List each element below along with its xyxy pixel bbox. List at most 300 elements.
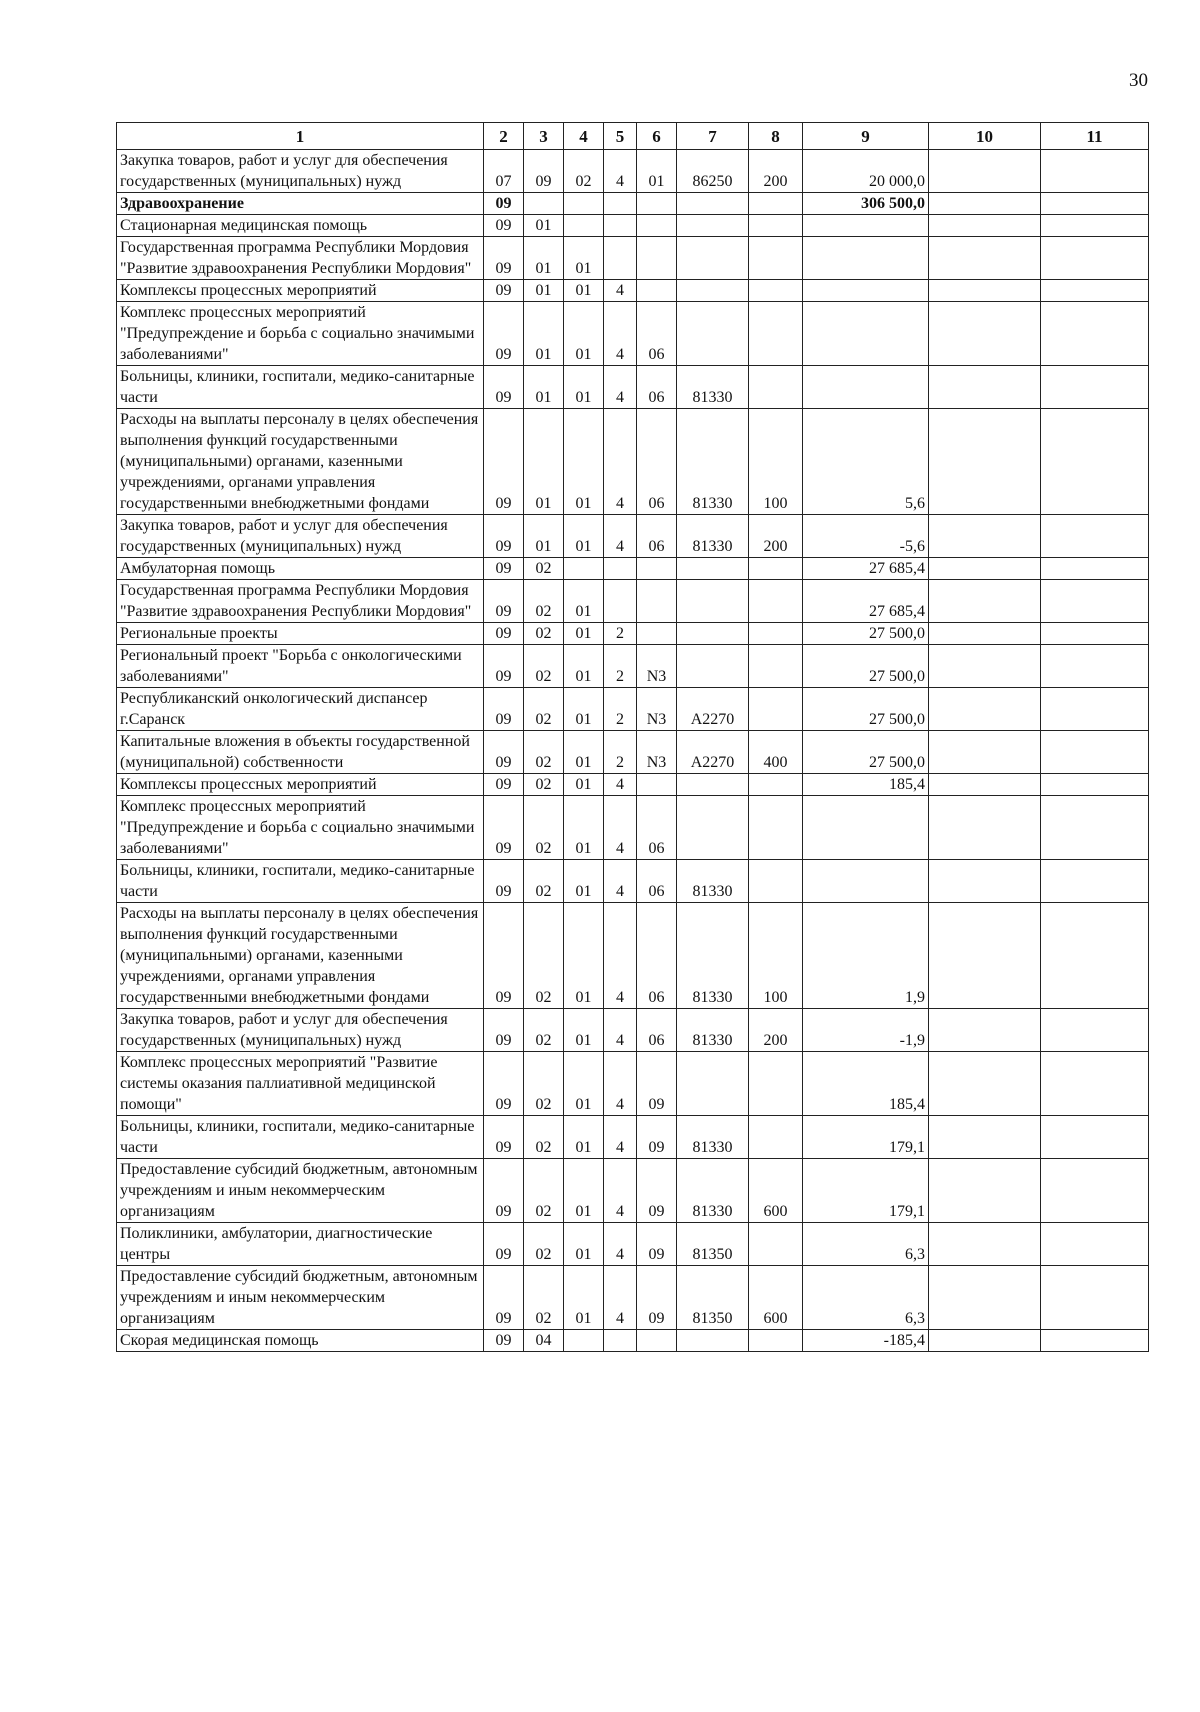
cell-col-10: [929, 1009, 1041, 1052]
cell-col-9: 27 685,4: [803, 558, 929, 580]
cell-col-6: 06: [637, 409, 677, 515]
cell-col-11: [1041, 1266, 1149, 1330]
row-name: Республиканский онкологический диспансер г.Саранск: [117, 688, 484, 731]
cell-col-5: 4: [604, 796, 637, 860]
cell-col-6: [637, 774, 677, 796]
cell-col-2: 09: [484, 645, 524, 688]
table-row: [117, 302, 1149, 366]
cell-col-4: 01: [564, 645, 604, 688]
table-row: [117, 409, 1149, 515]
table-row: [117, 215, 1149, 237]
row-name: Закупка товаров, работ и услуг для обеспечения государственных (муниципальных) нужд: [117, 515, 484, 558]
cell-col-5: 4: [604, 903, 637, 1009]
cell-col-6: [637, 237, 677, 280]
cell-col-2: 09: [484, 237, 524, 280]
cell-col-4: [564, 215, 604, 237]
cell-col-10: [929, 903, 1041, 1009]
cell-col-7: 81350: [677, 1223, 749, 1266]
table-row: [117, 150, 1149, 193]
cell-col-7: 81350: [677, 1266, 749, 1330]
cell-col-8: 600: [749, 1266, 803, 1330]
cell-col-8: [749, 302, 803, 366]
cell-col-4: 01: [564, 774, 604, 796]
cell-col-3: [524, 193, 564, 215]
cell-col-8: [749, 280, 803, 302]
cell-col-7: [677, 193, 749, 215]
cell-col-11: [1041, 774, 1149, 796]
cell-col-10: [929, 1116, 1041, 1159]
cell-col-3: 02: [524, 774, 564, 796]
cell-col-9: 185,4: [803, 1052, 929, 1116]
cell-col-8: [749, 774, 803, 796]
cell-col-9: [803, 796, 929, 860]
cell-col-9: [803, 366, 929, 409]
row-name: Закупка товаров, работ и услуг для обеспечения государственных (муниципальных) нужд: [117, 150, 484, 193]
cell-col-4: 01: [564, 1223, 604, 1266]
table-row: [117, 193, 1149, 215]
cell-col-5: 2: [604, 623, 637, 645]
row-name: Государственная программа Республики Мордовия "Развитие здравоохранения Республики Мордовия": [117, 580, 484, 623]
cell-col-8: 200: [749, 150, 803, 193]
cell-col-4: [564, 558, 604, 580]
cell-col-3: 01: [524, 515, 564, 558]
cell-col-10: [929, 302, 1041, 366]
cell-col-6: 09: [637, 1116, 677, 1159]
cell-col-11: [1041, 150, 1149, 193]
cell-col-7: [677, 580, 749, 623]
cell-col-4: [564, 1330, 604, 1352]
cell-col-10: [929, 558, 1041, 580]
row-name: Больницы, клиники, госпитали, медико-санитарные части: [117, 366, 484, 409]
cell-col-8: 100: [749, 903, 803, 1009]
page-number: 30: [1129, 70, 1148, 91]
cell-col-5: 4: [604, 150, 637, 193]
cell-col-4: 01: [564, 903, 604, 1009]
cell-col-6: 09: [637, 1223, 677, 1266]
row-name: Амбулаторная помощь: [117, 558, 484, 580]
cell-col-2: 09: [484, 1266, 524, 1330]
cell-col-2: 09: [484, 1009, 524, 1052]
cell-col-6: [637, 215, 677, 237]
cell-col-6: 06: [637, 366, 677, 409]
cell-col-8: [749, 193, 803, 215]
table-row: [117, 280, 1149, 302]
cell-col-4: 01: [564, 237, 604, 280]
cell-col-5: 2: [604, 645, 637, 688]
cell-col-4: 02: [564, 150, 604, 193]
cell-col-10: [929, 796, 1041, 860]
cell-col-10: [929, 515, 1041, 558]
cell-col-5: 4: [604, 1116, 637, 1159]
cell-col-6: [637, 623, 677, 645]
cell-col-10: [929, 237, 1041, 280]
cell-col-3: 02: [524, 645, 564, 688]
cell-col-4: 01: [564, 1052, 604, 1116]
cell-col-11: [1041, 796, 1149, 860]
table-row: [117, 237, 1149, 280]
cell-col-9: 27 500,0: [803, 688, 929, 731]
cell-col-11: [1041, 623, 1149, 645]
column-header-1: 1: [117, 123, 484, 150]
cell-col-6: 06: [637, 796, 677, 860]
cell-col-6: [637, 580, 677, 623]
cell-col-4: 01: [564, 1009, 604, 1052]
cell-col-6: N3: [637, 688, 677, 731]
column-header-11: 11: [1041, 123, 1149, 150]
cell-col-6: 09: [637, 1052, 677, 1116]
cell-col-2: 09: [484, 558, 524, 580]
cell-col-2: 09: [484, 860, 524, 903]
column-header-6: 6: [637, 123, 677, 150]
cell-col-3: 02: [524, 1052, 564, 1116]
cell-col-4: 01: [564, 409, 604, 515]
row-name: Региональный проект "Борьба с онкологическими заболеваниями": [117, 645, 484, 688]
cell-col-9: 27 500,0: [803, 645, 929, 688]
cell-col-11: [1041, 1330, 1149, 1352]
cell-col-10: [929, 1330, 1041, 1352]
header-row: [117, 123, 1149, 150]
cell-col-6: 06: [637, 860, 677, 903]
budget-table: [116, 122, 1149, 1352]
cell-col-3: 02: [524, 1159, 564, 1223]
cell-col-5: 4: [604, 1223, 637, 1266]
cell-col-10: [929, 1159, 1041, 1223]
column-header-2: 2: [484, 123, 524, 150]
cell-col-10: [929, 580, 1041, 623]
cell-col-9: 6,3: [803, 1266, 929, 1330]
cell-col-9: 27 685,4: [803, 580, 929, 623]
cell-col-10: [929, 409, 1041, 515]
cell-col-5: 4: [604, 302, 637, 366]
cell-col-10: [929, 1266, 1041, 1330]
cell-col-11: [1041, 1116, 1149, 1159]
row-name: Расходы на выплаты персоналу в целях обеспечения выполнения функций государственными (муниципальными) органами, казенными учреждениями, органами управления государственными внебюджетными фондами: [117, 903, 484, 1009]
cell-col-5: 4: [604, 280, 637, 302]
cell-col-9: 1,9: [803, 903, 929, 1009]
cell-col-5: 4: [604, 774, 637, 796]
cell-col-2: 09: [484, 774, 524, 796]
cell-col-10: [929, 150, 1041, 193]
table-row: [117, 1159, 1149, 1223]
cell-col-3: 02: [524, 580, 564, 623]
row-name: Комплекс процессных мероприятий "Развитие системы оказания паллиативной медицинской помощи": [117, 1052, 484, 1116]
cell-col-6: 06: [637, 903, 677, 1009]
row-name: Капитальные вложения в объекты государственной (муниципальной) собственности: [117, 731, 484, 774]
cell-col-11: [1041, 280, 1149, 302]
cell-col-2: 09: [484, 623, 524, 645]
row-name: Больницы, клиники, госпитали, медико-санитарные части: [117, 860, 484, 903]
cell-col-4: 01: [564, 1116, 604, 1159]
cell-col-11: [1041, 731, 1149, 774]
cell-col-7: A2270: [677, 731, 749, 774]
column-header-9: 9: [803, 123, 929, 150]
cell-col-4: 01: [564, 302, 604, 366]
cell-col-8: 200: [749, 515, 803, 558]
cell-col-8: [749, 580, 803, 623]
cell-col-3: 02: [524, 623, 564, 645]
cell-col-4: 01: [564, 731, 604, 774]
row-name: Здравоохранение: [117, 193, 484, 215]
cell-col-11: [1041, 1223, 1149, 1266]
cell-col-5: 4: [604, 366, 637, 409]
row-name: Больницы, клиники, госпитали, медико-санитарные части: [117, 1116, 484, 1159]
cell-col-3: 01: [524, 302, 564, 366]
cell-col-3: 02: [524, 1223, 564, 1266]
cell-col-8: [749, 860, 803, 903]
cell-col-3: 02: [524, 558, 564, 580]
cell-col-5: 4: [604, 1009, 637, 1052]
cell-col-6: 06: [637, 1009, 677, 1052]
cell-col-9: [803, 280, 929, 302]
cell-col-3: 02: [524, 1266, 564, 1330]
table-row: [117, 1223, 1149, 1266]
cell-col-2: 09: [484, 1223, 524, 1266]
cell-col-7: [677, 302, 749, 366]
row-name: Предоставление субсидий бюджетным, автономным учреждениям и иным некоммерческим организациям: [117, 1159, 484, 1223]
cell-col-4: [564, 193, 604, 215]
cell-col-9: 179,1: [803, 1159, 929, 1223]
row-name: Стационарная медицинская помощь: [117, 215, 484, 237]
cell-col-2: 09: [484, 1116, 524, 1159]
cell-col-5: 4: [604, 1266, 637, 1330]
cell-col-8: [749, 237, 803, 280]
cell-col-9: [803, 302, 929, 366]
cell-col-10: [929, 688, 1041, 731]
cell-col-5: 2: [604, 731, 637, 774]
cell-col-4: 01: [564, 1266, 604, 1330]
cell-col-4: 01: [564, 280, 604, 302]
cell-col-11: [1041, 515, 1149, 558]
cell-col-3: 01: [524, 237, 564, 280]
table-row: [117, 796, 1149, 860]
cell-col-6: 01: [637, 150, 677, 193]
cell-col-6: 06: [637, 515, 677, 558]
cell-col-9: 27 500,0: [803, 731, 929, 774]
cell-col-7: 81330: [677, 860, 749, 903]
cell-col-10: [929, 623, 1041, 645]
cell-col-2: 09: [484, 215, 524, 237]
cell-col-2: 09: [484, 688, 524, 731]
cell-col-6: [637, 193, 677, 215]
cell-col-2: 09: [484, 580, 524, 623]
table-body: [117, 150, 1149, 1352]
table-row: [117, 731, 1149, 774]
cell-col-3: 02: [524, 860, 564, 903]
cell-col-3: 01: [524, 280, 564, 302]
cell-col-11: [1041, 558, 1149, 580]
cell-col-3: 09: [524, 150, 564, 193]
cell-col-2: 09: [484, 193, 524, 215]
table-row: [117, 366, 1149, 409]
cell-col-9: [803, 237, 929, 280]
cell-col-2: 09: [484, 731, 524, 774]
column-header-3: 3: [524, 123, 564, 150]
cell-col-3: 01: [524, 215, 564, 237]
cell-col-3: 02: [524, 796, 564, 860]
cell-col-6: [637, 558, 677, 580]
cell-col-10: [929, 280, 1041, 302]
cell-col-3: 02: [524, 688, 564, 731]
cell-col-5: [604, 558, 637, 580]
cell-col-2: 09: [484, 1330, 524, 1352]
cell-col-9: 27 500,0: [803, 623, 929, 645]
cell-col-5: 4: [604, 860, 637, 903]
table-row: [117, 515, 1149, 558]
cell-col-7: A2270: [677, 688, 749, 731]
cell-col-7: 81330: [677, 515, 749, 558]
table-row: [117, 580, 1149, 623]
cell-col-5: 2: [604, 688, 637, 731]
cell-col-5: [604, 193, 637, 215]
cell-col-9: 185,4: [803, 774, 929, 796]
cell-col-8: 100: [749, 409, 803, 515]
table-row: [117, 623, 1149, 645]
cell-col-2: 09: [484, 366, 524, 409]
table-row: [117, 1052, 1149, 1116]
cell-col-5: 4: [604, 409, 637, 515]
cell-col-10: [929, 645, 1041, 688]
cell-col-2: 09: [484, 515, 524, 558]
cell-col-4: 01: [564, 796, 604, 860]
cell-col-4: 01: [564, 623, 604, 645]
cell-col-5: [604, 1330, 637, 1352]
cell-col-6: [637, 280, 677, 302]
cell-col-9: -5,6: [803, 515, 929, 558]
cell-col-7: [677, 1330, 749, 1352]
column-header-7: 7: [677, 123, 749, 150]
cell-col-8: [749, 623, 803, 645]
row-name: Комплекс процессных мероприятий "Предупреждение и борьба с социально значимыми заболеваниями": [117, 302, 484, 366]
cell-col-7: [677, 623, 749, 645]
cell-col-7: [677, 215, 749, 237]
cell-col-3: 01: [524, 409, 564, 515]
cell-col-3: 01: [524, 366, 564, 409]
cell-col-7: [677, 645, 749, 688]
cell-col-6: N3: [637, 731, 677, 774]
cell-col-9: 5,6: [803, 409, 929, 515]
cell-col-8: [749, 1052, 803, 1116]
table-row: [117, 1009, 1149, 1052]
table-row: [117, 1330, 1149, 1352]
cell-col-6: 09: [637, 1159, 677, 1223]
row-name: Поликлиники, амбулатории, диагностические центры: [117, 1223, 484, 1266]
cell-col-11: [1041, 366, 1149, 409]
cell-col-5: 4: [604, 515, 637, 558]
cell-col-8: [749, 645, 803, 688]
table-row: [117, 774, 1149, 796]
cell-col-11: [1041, 409, 1149, 515]
cell-col-8: [749, 1116, 803, 1159]
cell-col-9: -1,9: [803, 1009, 929, 1052]
cell-col-6: N3: [637, 645, 677, 688]
cell-col-5: [604, 237, 637, 280]
table-row: [117, 688, 1149, 731]
cell-col-7: 81330: [677, 1116, 749, 1159]
cell-col-10: [929, 731, 1041, 774]
cell-col-6: 06: [637, 302, 677, 366]
row-name: Региональные проекты: [117, 623, 484, 645]
cell-col-11: [1041, 688, 1149, 731]
cell-col-6: 09: [637, 1266, 677, 1330]
cell-col-7: 81330: [677, 366, 749, 409]
cell-col-2: 09: [484, 903, 524, 1009]
cell-col-9: -185,4: [803, 1330, 929, 1352]
cell-col-3: 04: [524, 1330, 564, 1352]
column-header-8: 8: [749, 123, 803, 150]
row-name: Комплекс процессных мероприятий "Предупреждение и борьба с социально значимыми заболеваниями": [117, 796, 484, 860]
cell-col-4: 01: [564, 580, 604, 623]
cell-col-11: [1041, 1052, 1149, 1116]
cell-col-2: 09: [484, 302, 524, 366]
cell-col-11: [1041, 903, 1149, 1009]
cell-col-7: [677, 280, 749, 302]
cell-col-2: 09: [484, 409, 524, 515]
cell-col-8: 200: [749, 1009, 803, 1052]
cell-col-7: [677, 796, 749, 860]
cell-col-7: [677, 774, 749, 796]
cell-col-7: 81330: [677, 409, 749, 515]
table-row: [117, 558, 1149, 580]
cell-col-9: 6,3: [803, 1223, 929, 1266]
row-name: Скорая медицинская помощь: [117, 1330, 484, 1352]
cell-col-8: 400: [749, 731, 803, 774]
cell-col-11: [1041, 1159, 1149, 1223]
cell-col-9: [803, 860, 929, 903]
cell-col-2: 09: [484, 1159, 524, 1223]
column-header-10: 10: [929, 123, 1041, 150]
cell-col-11: [1041, 193, 1149, 215]
table-row: [117, 1116, 1149, 1159]
cell-col-8: [749, 558, 803, 580]
cell-col-5: 4: [604, 1159, 637, 1223]
cell-col-10: [929, 774, 1041, 796]
cell-col-3: 02: [524, 1116, 564, 1159]
cell-col-10: [929, 1052, 1041, 1116]
column-header-4: 4: [564, 123, 604, 150]
table-row: [117, 903, 1149, 1009]
row-name: Комплексы процессных мероприятий: [117, 774, 484, 796]
cell-col-5: [604, 580, 637, 623]
cell-col-9: [803, 215, 929, 237]
row-name: Комплексы процессных мероприятий: [117, 280, 484, 302]
cell-col-4: 01: [564, 1159, 604, 1223]
table-row: [117, 860, 1149, 903]
cell-col-10: [929, 860, 1041, 903]
cell-col-10: [929, 1223, 1041, 1266]
cell-col-2: 09: [484, 796, 524, 860]
cell-col-2: 07: [484, 150, 524, 193]
cell-col-2: 09: [484, 280, 524, 302]
cell-col-9: 179,1: [803, 1116, 929, 1159]
cell-col-7: [677, 558, 749, 580]
column-header-5: 5: [604, 123, 637, 150]
cell-col-11: [1041, 237, 1149, 280]
table-row: [117, 645, 1149, 688]
cell-col-5: [604, 215, 637, 237]
cell-col-8: [749, 1330, 803, 1352]
cell-col-10: [929, 366, 1041, 409]
cell-col-4: 01: [564, 688, 604, 731]
cell-col-11: [1041, 1009, 1149, 1052]
table-row: [117, 1266, 1149, 1330]
row-name: Расходы на выплаты персоналу в целях обеспечения выполнения функций государственными (муниципальными) органами, казенными учреждениями, органами управления государственными внебюджетными фондами: [117, 409, 484, 515]
cell-col-5: 4: [604, 1052, 637, 1116]
cell-col-6: [637, 1330, 677, 1352]
cell-col-7: 81330: [677, 1009, 749, 1052]
cell-col-9: 306 500,0: [803, 193, 929, 215]
cell-col-7: 81330: [677, 1159, 749, 1223]
cell-col-9: 20 000,0: [803, 150, 929, 193]
